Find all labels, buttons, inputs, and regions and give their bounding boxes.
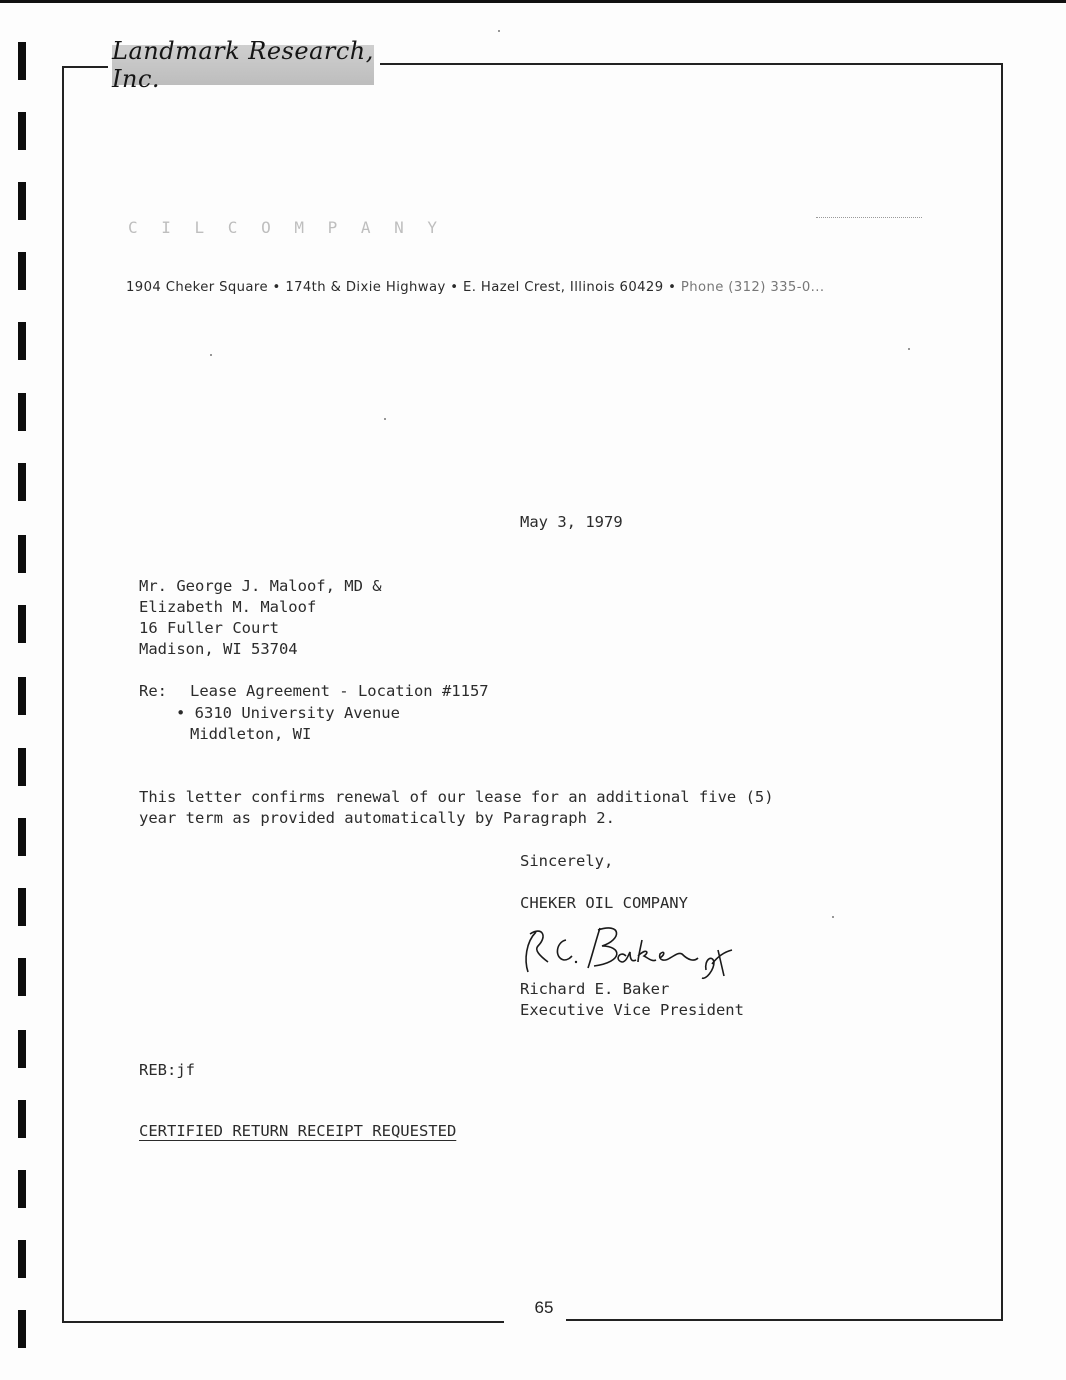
signer-name: Richard E. Baker	[520, 980, 670, 998]
margin-bar	[18, 463, 26, 501]
letterhead-address	[126, 280, 824, 295]
recipient-line: Mr. George J. Maloof, MD &	[139, 577, 382, 595]
margin-bar	[18, 42, 26, 80]
recipient-line: 16 Fuller Court	[139, 619, 279, 637]
letterhead-company-name: C I L C O M P A N Y	[128, 218, 445, 237]
mail-notice: CERTIFIED RETURN RECEIPT REQUESTED	[139, 1122, 457, 1140]
page-number: 65	[534, 1298, 554, 1317]
margin-bar	[18, 322, 26, 360]
frame-bottom-right	[566, 1319, 1003, 1321]
margin-bar	[18, 748, 26, 786]
phone-line: Phone (312) 335-0...	[680, 280, 825, 295]
frame-top-right	[380, 63, 1002, 65]
margin-bar	[18, 605, 26, 643]
scan-speck	[498, 30, 500, 32]
margin-bar	[18, 677, 26, 715]
recipient-line: Elizabeth M. Maloof	[139, 598, 317, 616]
recipient-line: Madison, WI 53704	[139, 640, 298, 658]
signer-company: CHEKER OIL COMPANY	[520, 894, 688, 912]
margin-bar	[18, 1240, 26, 1278]
re-line: Lease Agreement - Location #1157	[190, 682, 489, 700]
margin-bar	[18, 535, 26, 573]
re-line: Middleton, WI	[190, 725, 312, 743]
company-stamp: Landmark Research, Inc.	[112, 37, 374, 93]
scan-speck	[832, 916, 834, 918]
margin-bar	[18, 1310, 26, 1348]
frame-left	[62, 66, 64, 1323]
re-line: • 6310 University Avenue	[176, 704, 400, 722]
body-line: This letter confirms renewal of our lease for an additional five (5)	[139, 788, 774, 806]
margin-bar	[18, 112, 26, 150]
margin-bar	[18, 252, 26, 290]
re-label: Re:	[139, 682, 167, 700]
margin-bar	[18, 1100, 26, 1138]
dotted-rule	[816, 217, 922, 218]
margin-bar	[18, 958, 26, 996]
signer-title: Executive Vice President	[520, 1001, 744, 1019]
margin-bar	[18, 393, 26, 431]
typist-initials: REB:jf	[139, 1061, 195, 1079]
address-line: 1904 Cheker Square • 174th & Dixie Highway • E. Hazel Crest, Illinois 60429 •	[126, 280, 677, 295]
margin-bar	[18, 818, 26, 856]
margin-bar	[18, 888, 26, 926]
scan-speck	[384, 418, 386, 420]
scan-speck	[210, 354, 212, 356]
closing: Sincerely,	[520, 852, 614, 870]
scan-top-edge	[0, 0, 1066, 3]
signature-image	[518, 920, 748, 982]
frame-top-left	[62, 66, 108, 68]
margin-bar	[18, 1030, 26, 1068]
body-line: year term as provided automatically by Paragraph 2.	[139, 809, 615, 827]
letter-date: May 3, 1979	[520, 513, 623, 531]
scan-speck	[908, 348, 910, 350]
margin-bar	[18, 1170, 26, 1208]
frame-bottom-left	[62, 1321, 504, 1323]
frame-right	[1001, 63, 1003, 1321]
margin-bar	[18, 182, 26, 220]
